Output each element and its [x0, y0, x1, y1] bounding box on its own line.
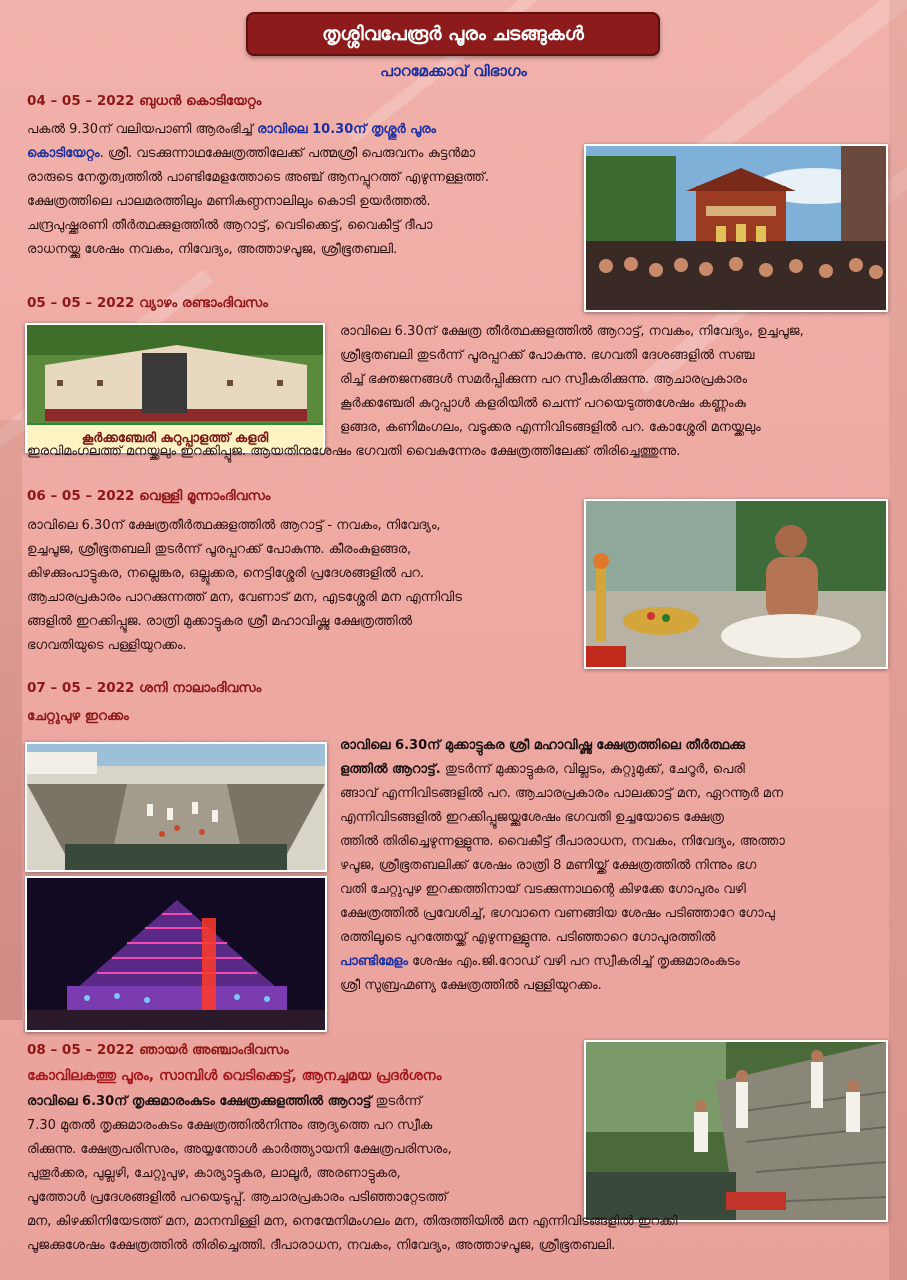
- text-line: കൊടിയേറ്റം. ശ്രീ. വടക്കുന്നാഥക്ഷേത്രത്തിലേക്ക് പത്മശ്രീ പെരുവനം കുട്ടൻമാ: [27, 146, 476, 161]
- page-title: തൃശ്ശിവപേരൂർ പൂരം ചടങ്ങുകൾ: [246, 12, 660, 56]
- text-line: മന, കിഴക്കിനിയേടത്ത് മന, മാനമ്പിള്ളി മന, നെന്മേനിമംഗലം മന, തിരുത്തിയിൽ മന എന്നിവിടങ്ങളിൽ ഇറക്കി: [27, 1214, 678, 1229]
- text-line: രാവിലെ 6.30ന് ക്ഷേത്രതീർത്ഥക്കുളത്തിൽ ആറാട്ട് - നവകം, നിവേദ്യം,: [27, 518, 441, 533]
- section-5-heading: 08 – 05 – 2022 ഞായർ അഞ്ചാംദിവസം: [27, 1042, 289, 1058]
- text-line: ളത്തിൽ ആറാട്ട്. തുടർന്ന് മുക്കാട്ടുകര, വില്ലടം, കുറ്റുമുക്ക്, ചേറൂർ, പെരി: [340, 762, 745, 777]
- section-4-subheading: ചേറ്റുപുഴ ഇറക്കം: [27, 708, 129, 724]
- priest-ritual-photo: [584, 499, 888, 669]
- text-line: പുതൂർക്കര, പുല്ലഴി, ചേറ്റുപുഴ, കാര്യാട്ടുകര, ലാലൂർ, അരണാട്ടുകര,: [27, 1166, 401, 1181]
- text-line: ഭഗവതിയുടെ പള്ളിയുറക്കം.: [27, 638, 187, 653]
- text-line: കിഴക്കുംപാട്ടുകര, നല്ലെങ്കര, ഒല്ലൂക്കര, നെട്ടിശ്ശേരി പ്രദേശങ്ങളിൽ പറ.: [27, 566, 425, 581]
- text-line: ഉച്ചപൂജ, ശ്രീഭൂതബലി തുടർന്ന് പൂരപ്പറക്ക് പോകുന്നു. കീരംകുളങ്ങര,: [27, 542, 412, 557]
- section-2-text-full: [27, 440, 897, 464]
- section-3-text: [27, 514, 579, 658]
- text-line: രിക്കുന്നു. ക്ഷേത്രപരിസരം, അയ്യന്തോൾ കാർത്ത്യായനി ക്ഷേത്രപരിസരം,: [27, 1142, 452, 1157]
- section-5-text: [27, 1090, 579, 1210]
- text-line: എന്നിവിടങ്ങളിൽ ഇറക്കിപ്പൂജയ്ക്കുശേഷം ഭഗവതി ഉച്ചയോടെ ക്ഷേത്ര: [340, 810, 724, 825]
- kalari-photo: [25, 323, 325, 453]
- text-line: ചന്ദ്രപുഷ്ക്കരണി തീർത്ഥക്കുളത്തിൽ ആറാട്ട്, വെടിക്കെട്ട്, വൈകീട്ട് ദീപാ: [27, 218, 433, 233]
- text-line: ക്ഷേത്രത്തിൽ പ്രവേശിച്ച്, ഭഗവാനെ വണങ്ങിയ ശേഷം പടിഞ്ഞാറേ ഗോപു: [340, 906, 775, 921]
- section-2-text: [340, 320, 892, 440]
- text-line: രാധനയ്ക്കു ശേഷം നവകം, നിവേദ്യം, അത്താഴപൂജ, ശ്രീഭൂതബലി.: [27, 242, 398, 257]
- text-line: പൂജക്കുശേഷം ക്ഷേത്രത്തിൽ തിരിച്ചെത്തി. ദീപാരാധന, നവകം, നിവേദ്യം, അത്താഴപൂജ, ശ്രീഭൂതബലി.: [27, 1238, 616, 1253]
- section-4-text: [340, 734, 892, 998]
- text-line: ങ്ങാവ് എന്നിവിടങ്ങളിൽ പറ. ആചാരപ്രകാരം പാലക്കാട്ട് മന, ഏറന്നൂർ മന: [340, 786, 784, 801]
- text-line: പാണ്ടിമേളം ശേഷം എം.ജി.റോഡ് വഴി പറ സ്വീകരിച്ച് തൃക്കുമാരംകുടം: [340, 954, 740, 969]
- text-line: രാവിലെ 6.30ന് തൃക്കുമാരംകുടം ക്ഷേത്രക്കുളത്തിൽ ആറാട്ട് തുടർന്ന്: [27, 1094, 422, 1109]
- text-line: ഴപൂജ, ശ്രീഭൂതബലിക്ക് ശേഷം രാത്രി 8 മണിയ്ക്ക് ക്ഷേത്രത്തിൽ നിന്നും ഭഗ: [340, 858, 757, 873]
- text-line: ങ്ങളിൽ ഇറക്കിപ്പൂജ. രാത്രി മുക്കാട്ടുകര ശ്രീ മഹാവിഷ്ണു ക്ഷേത്രത്തിൽ: [27, 614, 413, 629]
- section-5-subheading: കോവിലകത്തു പൂരം, സാമ്പിൾ വെടിക്കെട്ട്, ആനച്ചമയ പ്രദർശനം: [27, 1068, 442, 1084]
- temple-crowd-photo: [584, 144, 888, 312]
- text-line: രാവിലെ 6.30ന് ക്ഷേത്ര തീർത്ഥക്കുളത്തിൽ ആറാട്ട്, നവകം, നിവേദ്യം, ഉച്ചപൂജ,: [340, 324, 804, 339]
- text-line: ശ്രീഭൂതബലി തുടർന്ന് പൂരപ്പറക്ക് പോകുന്നു. ഭഗവതി ദേശങ്ങളിൽ സഞ്ച: [340, 348, 755, 363]
- text-line: ക്ഷേത്രത്തിലെ പാലമരത്തിലും മണികണ്ഠനാലിലും കൊടി ഉയർത്തൽ.: [27, 194, 431, 209]
- page-subtitle: പാറമേക്കാവ് വിഭാഗം: [380, 62, 527, 80]
- text-line: ശ്രീ സുബ്രഹ്മണ്യ ക്ഷേത്രത്തിൽ പള്ളിയുറക്കം.: [340, 978, 602, 993]
- text-line: ഇരവിമംഗലത്ത് മനയ്ക്കലും ഇറക്കിപ്പൂജ. ആയതിനുശേഷം ഭഗവതി വൈകുന്നേരം ക്ഷേത്രത്തിലേക്ക് തിരിച്ചെത്തുന്നു.: [27, 444, 681, 459]
- text-line: പകൽ 9.30ന് വലിയപാണി ആരംഭിച്ച് രാവിലെ 10.30ന് തൃശ്ശൂർ പൂരം: [27, 122, 437, 137]
- section-4-heading: 07 – 05 – 2022 ശനി നാലാംദിവസം: [27, 680, 262, 696]
- text-line: രത്തിലൂടെ പുറത്തേയ്ക്ക് എഴുന്നള്ളുന്നു. പടിഞ്ഞാറെ ഗോപുരത്തിൽ: [340, 930, 716, 945]
- text-line: രാരുടെ നേതൃത്വത്തിൽ പാണ്ടിമേളത്തോടെ അഞ്ച് ആനപ്പുറത്ത് എഴുന്നള്ളത്ത്.: [27, 170, 490, 185]
- text-line: 7.30 മുതൽ തൃക്കുമാരംകുടം ക്ഷേത്രത്തിൽനിന്നും ആദ്യത്തെ പറ സ്വീക: [27, 1118, 433, 1133]
- text-line: ളങ്ങര, കണിമംഗലം, വടൂക്കര എന്നിവിടങ്ങളിൽ പറ. കോശ്ശേരി മനയ്ക്കലും: [340, 420, 761, 435]
- illuminated-temple-photo: [25, 876, 327, 1032]
- text-line: രാവിലെ 6.30ന് മുക്കാട്ടുകര ശ്രീ മഹാവിഷ്ണു ക്ഷേത്രത്തിലെ തീർത്ഥക്കു: [340, 738, 745, 753]
- kalari-photo-caption: കൂർക്കഞ്ചേരി കുറുപ്പാളത്ത് കളരി: [27, 423, 323, 451]
- section-5-text-full: [27, 1210, 897, 1258]
- text-line: പൂത്തോൾ പ്രദേശങ്ങളിൽ പറയെടുപ്പ്. ആചാരപ്രകാരം പടിഞ്ഞാറ്റേടത്ത്: [27, 1190, 448, 1205]
- section-2-heading: 05 – 05 – 2022 വ്യാഴം രണ്ടാംദിവസം: [27, 295, 268, 311]
- text-line: ആചാരപ്രകാരം പാറക്കുന്നത്ത് മന, വേണാട് മന, എടശ്ശേരി മന എന്നിവിട: [27, 590, 462, 605]
- text-line: വതി ചേറ്റുപുഴ ഇറക്കത്തിനായ് വടക്കുന്നാഥന്റെ കിഴക്കേ ഗോപുരം വഴി: [340, 882, 746, 897]
- text-line: രിച്ച് ഭക്തജനങ്ങൾ സമർപ്പിക്കുന്ന പറ സ്വീകരിക്കുന്നു. ആചാരപ്രകാരം: [340, 372, 748, 387]
- text-line: കൂർക്കഞ്ചേരി കുറുപ്പാൾ കളരിയിൽ ചെന്ന് പറയെടുത്തശേഷം കണ്ണംകു: [340, 396, 746, 411]
- ghat-ritual-photo: [584, 1040, 888, 1222]
- section-3-heading: 06 – 05 – 2022 വെള്ളി മൂന്നാംദിവസം: [27, 488, 271, 504]
- text-line: ത്തിൽ തിരിച്ചെഴുന്നള്ളുന്നു. വൈകീട്ട് ദീപാരാധന, നവകം, നിവേദ്യം, അത്താ: [340, 834, 785, 849]
- section-1-heading: 04 – 05 – 2022 ബുധൻ കൊടിയേറ്റം: [27, 93, 262, 109]
- temple-pond-photo: [25, 742, 327, 872]
- section-1-text: [27, 118, 579, 262]
